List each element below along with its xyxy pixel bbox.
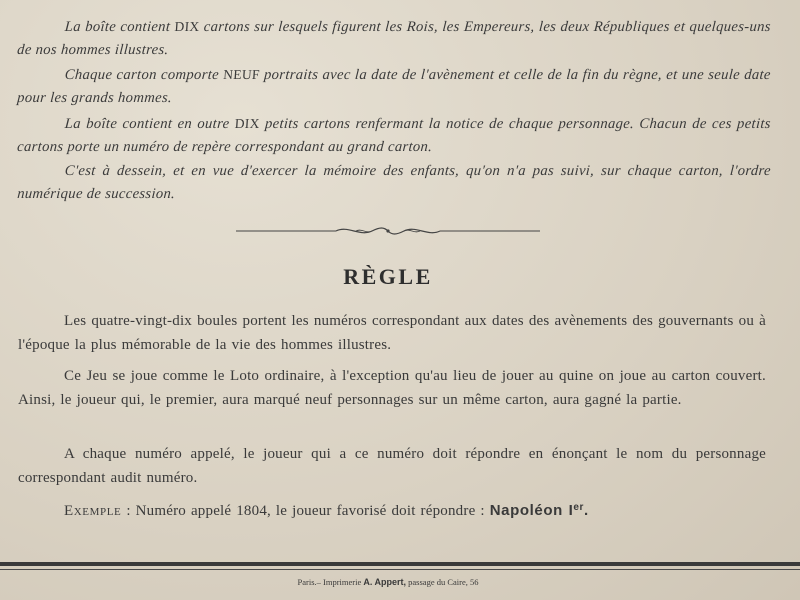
ornament-divider: [236, 224, 540, 238]
rule-paragraph: A chaque numéro appelé, le joueur qui a ce numéro doit répondre en énonçant le nom du personnage correspondant audit numéro.: [18, 446, 766, 486]
printer-imprint: Paris.– Imprimerie A. Appert, passage du Caire, 56: [297, 577, 479, 587]
bottom-border-thin: [0, 569, 800, 570]
example-paragraph: Exemple : Numéro appelé 1804, le joueur favorisé doit répondre : Napoléon Ier.: [64, 502, 589, 519]
count-word: NEUF: [222, 67, 261, 82]
count-word: DIX: [174, 19, 201, 34]
intro-paragraph: La boîte contient DIX cartons sur lesquels figurent les Rois, les Empereurs, les deux Républiques et quelques-uns de nos hommes illustres.: [16, 19, 772, 58]
example-label: Exemple: [64, 503, 122, 519]
intro-paragraph: La boîte contient en outre DIX petits cartons renfermant la notice de chaque personnage. Chacun de ces petits cartons porte un numéro de repère correspondant au grand carton.: [16, 116, 772, 155]
intro-paragraph: C'est à dessein, et en vue d'exercer la mémoire des enfants, qu'on n'a pas suivi, sur chaque carton, l'ordre numérique de succession.: [16, 163, 772, 202]
rule-title: RÈGLE: [343, 264, 433, 289]
example-answer: Napoléon Ier.: [489, 502, 589, 519]
count-word: DIX: [234, 116, 261, 131]
rule-paragraph: Les quatre-vingt-dix boules portent les numéros correspondant aux dates des avènements des gouvernants ou à l'époque la plus mémorable de la vie des hommes illustres.: [18, 313, 766, 353]
bottom-border: [0, 562, 800, 566]
intro-paragraph: Chaque carton comporte NEUF portraits avec la date de l'avènement et celle de la fin du règne, et une seule date pour les grands hommes.: [16, 67, 772, 106]
rule-paragraph: Ce Jeu se joue comme le Loto ordinaire, à l'exception qu'au lieu de jouer au quine on joue au carton couvert. Ainsi, le joueur qui, le premier, aura marqué neuf personnages sur un même carton, aura gagné la partie.: [18, 368, 766, 408]
